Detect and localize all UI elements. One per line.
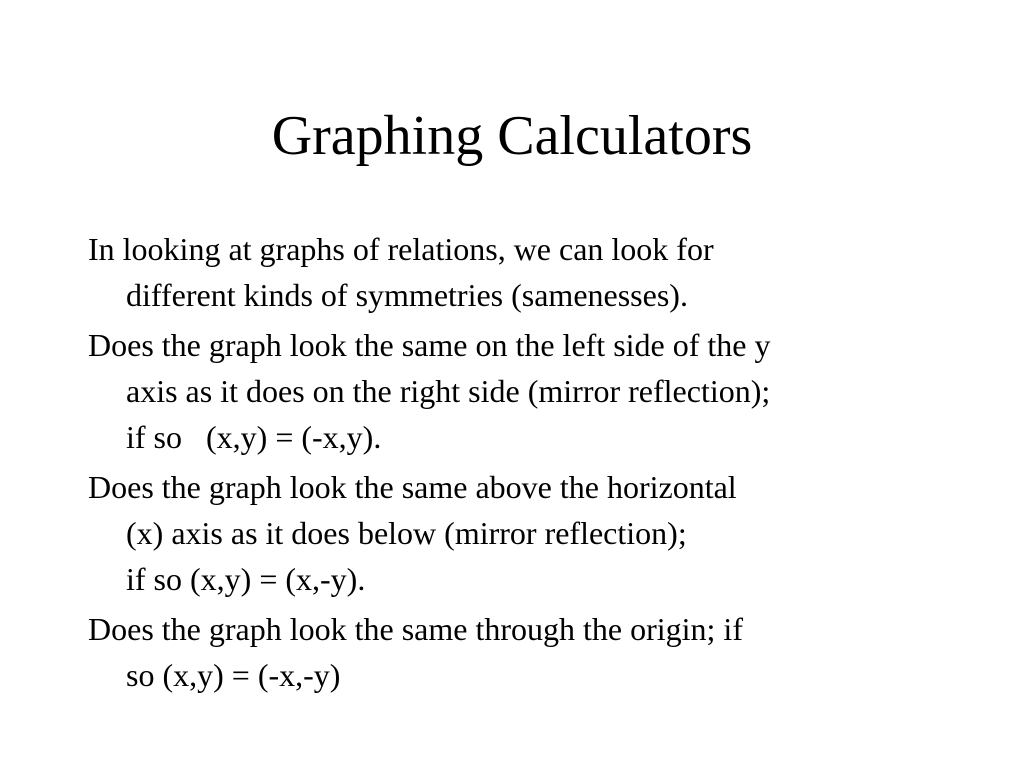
paragraph-origin-symmetry <box>88 606 958 698</box>
paragraph-symmetries <box>88 226 958 318</box>
paragraph-line: so (x,y) = (-x,-y) <box>126 657 341 693</box>
paragraph-line: Does the graph look the same on the left side of the y <box>88 327 771 363</box>
paragraph-line: if so (x,y) = (x,-y). <box>126 561 366 597</box>
slide-title: Graphing Calculators <box>271 105 753 167</box>
paragraph-line: if so (x,y) = (-x,y). <box>126 419 382 455</box>
paragraph-line: different kinds of symmetries (samenesses). <box>126 277 688 313</box>
paragraph-line: Does the graph look the same through the origin; if <box>88 611 743 647</box>
paragraph-x-axis-symmetry <box>88 464 958 602</box>
paragraph-line: In looking at graphs of relations, we can look for <box>88 231 714 267</box>
slide-body <box>88 226 958 702</box>
paragraph-line: Does the graph look the same above the horizontal <box>88 469 737 505</box>
paragraph-line: (x) axis as it does below (mirror reflection); <box>126 515 687 551</box>
paragraph-line: axis as it does on the right side (mirror reflection); <box>126 373 771 409</box>
paragraph-y-axis-symmetry <box>88 322 958 460</box>
